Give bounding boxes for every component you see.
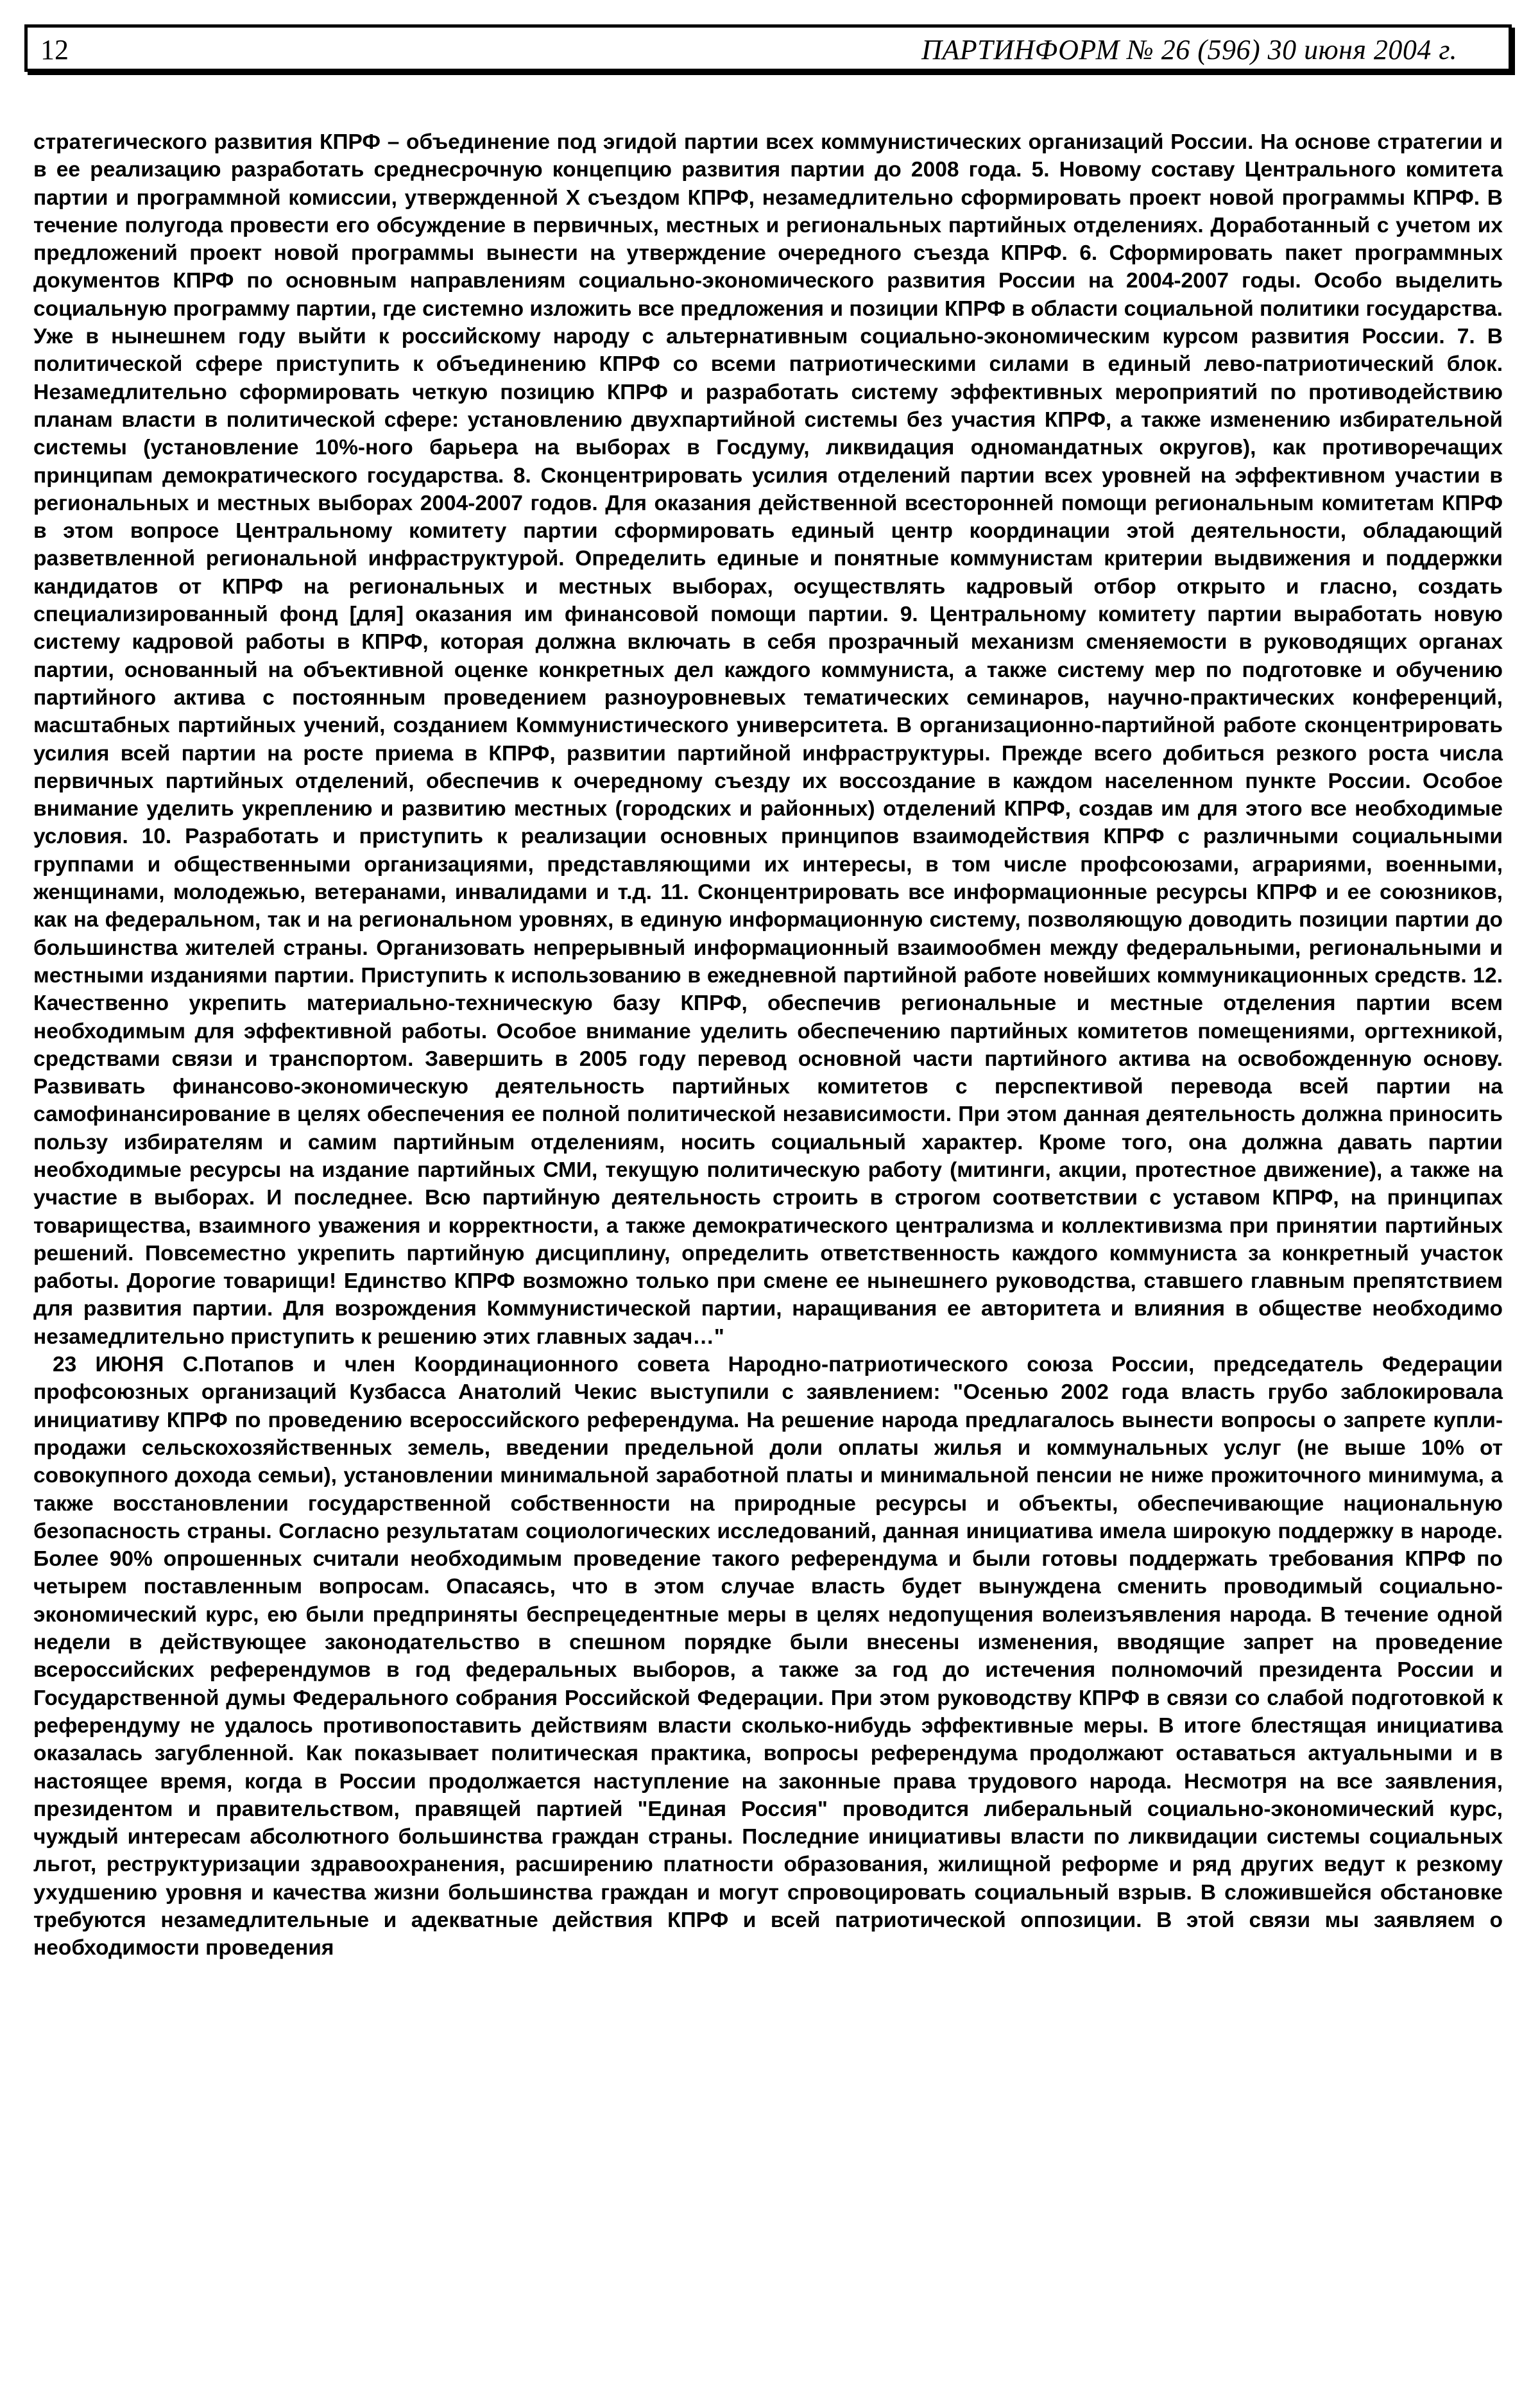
article-paragraph: стратегического развития КПРФ – объединение под эгидой партии всех коммунистических организаций России. На основе стратегии и в ее реализацию разработать среднесрочную концепцию развития партии до 2008 года. 5. Новому составу Центрального комитета партии и программной комиссии, утвержденной X съездом КПРФ, незамедлительно сформировать проект новой программы КПРФ. В течение полугода провести его обсуждение в первичных, местных и региональных партийных отделениях. Доработанный с учетом их предложений проект новой программы вынести на утверждение очередного съезда КПРФ. 6. Сформировать пакет программных документов КПРФ по основным направлениям социально-экономического развития России на 2004-2007 годы. Особо выделить социальную программу партии, где системно изложить все предложения и позиции КПРФ в области социальной политики государства. Уже в нынешнем году выйти к российскому народу с альтернативным социально-экономическим курсом развития России. 7. В политической сфере приступить к объединению КПРФ со всеми патриотическими силами в единый лево-патриотический блок. Незамедлительно сформировать четкую позицию КПРФ и разработать систему эффективных мероприятий по противодействию планам власти в политической сфере: установлению двухпартийной системы без участия КПРФ, а также изменению избирательной системы (установление 10%-ного барьера на выборах в Госдуму, ликвидация одномандатных округов), как противоречащих принципам демократического государства. 8. Сконцентрировать усилия отделений партии всех уровней на эффективном участии в региональных и местных выборах 2004-2007 годов. Для оказания действенной всесторонней помощи региональным комитетам КПРФ в этом вопросе Центральному комитету партии сформировать единый центр координации этой деятельности, обладающий разветвленной региональной инфраструктурой. Определить единые и понятные коммунистам критерии выдвижения и поддержки кандидатов от КПРФ на региональных и местных выборах, осуществлять кадровый отбор открыто и гласно, создать специализированный фонд [для] оказания им финансовой помощи партии. 9. Центральному комитету партии выработать новую систему кадровой работы в КПРФ, которая должна включать в себя прозрачный механизм сменяемости в руководящих органах партии, основанный на объективной оценке конкретных дел каждого коммуниста, а также систему мер по подготовке и обучению партийного актива с постоянным проведением разноуровневых тематических семинаров, научно-практических конференций, масштабных партийных учений, созданием Коммунистического университета. В организационно-партийной работе сконцентрировать усилия всей партии на росте приема в КПРФ, развитии партийной инфраструктуры. Прежде всего добиться резкого роста числа первичных партийных отделений, обеспечив к очередному съезду их воссоздание в каждом населенном пункте России. Особое внимание уделить укреплению и развитию местных (городских и районных) отделений КПРФ, создав им для этого все необходимые условия. 10. Разработать и приступить к реализации основных принципов взаимодействия КПРФ с различными социальными группами и общественными организациями, представляющими их интересы, в том числе профсоюзами, аграриями, военными, женщинами, молодежью, ветеранами, инвалидами и т.д. 11. Сконцентрировать все информационные ресурсы КПРФ и ее союзников, как на федеральном, так и на региональном уровнях, в единую информационную систему, позволяющую доводить позиции партии до большинства жителей страны. Организовать непрерывный информационный взаимообмен между федеральными, региональными и местными изданиями партии. Приступить к использованию в ежедневной партийной работе новейших коммуникационных средств. 12. Качественно укрепить материально-техническую базу КПРФ, обеспечив региональные и местные отделения партии всем необходимым для эффективной работы. Особое внимание уделить обеспечению партийных комитетов помещениями, оргтехникой, средствами связи и транспортом. Завершить в 2005 году перевод основной части партийного актива на освобожденную основу. Развивать финансово-экономическую деятельность партийных комитетов с перспективой перевода всей партии на самофинансирование в целях обеспечения ее полной политической независимости. При этом данная деятельность должна приносить пользу избирателям и самим партийным отделениям, носить социальный характер. Кроме того, она должна давать партии необходимые ресурсы на издание партийных СМИ, текущую политическую работу (митинги, акции, протестное движение), а также на участие в выборах. И последнее. Всю партийную деятельность строить в строгом соответствии с уставом КПРФ, на принципах товарищества, взаимного уважения и корректности, а также демократического централизма и коллективизма при принятии партийных решений. Повсеместно укрепить партийную дисциплину, определить ответственность каждого коммуниста за конкретный участок работы. Дорогие товарищи! Единство КПРФ возможно только при смене ее нынешнего руководства, ставшего главным препятствием для развития партии. Для возрождения Коммунистической партии, наращивания ее авторитета и влияния в обществе необходимо незамедлительно приступить к решению этих главных задач…"	[33, 130, 1503, 1349]
article-body	[33, 128, 1503, 1962]
article-paragraph: 23 ИЮНЯ С.Потапов и член Координационного совета Народно-патриотического союза России, председатель Федерации профсоюзных организаций Кузбасса Анатолий Чекис выступили с заявлением: "Осенью 2002 года власть грубо заблокировала инициативу КПРФ по проведению всероссийского референдума. На решение народа предлагалось вынести вопросы о запрете купли-продажи сельскохозяйственных земель, введении предельной доли оплаты жилья и коммунальных услуг (не выше 10% от совокупного дохода семьи), установлении минимальной заработной платы и минимальной пенсии не ниже прожиточного минимума, а также восстановлении государственной собственности на природные ресурсы и объекты, обеспечивающие национальную безопасность страны. Согласно результатам социологических исследований, данная инициатива имела широкую поддержку в народе. Более 90% опрошенных считали необходимым проведение такого референдума и были готовы поддержать требования КПРФ по четырем поставленным вопросам. Опасаясь, что в этом случае власть будет вынуждена сменить проводимый социально-экономический курс, ею были предприняты беспрецедентные меры в целях недопущения волеизъявления народа. В течение одной недели в действующее законодательство в спешном порядке были внесены изменения, вводящие запрет на проведение всероссийских референдумов в год федеральных выборов, а также за год до истечения полномочий президента России и Государственной думы Федерального собрания Российской Федерации. При этом руководству КПРФ в связи со слабой подготовкой к референдуму не удалось противопоставить действиям власти сколько-нибудь эффективные меры. В итоге блестящая инициатива оказалась загубленной. Как показывает политическая практика, вопросы референдума продолжают оставаться актуальными и в настоящее время, когда в России продолжается наступление на законные права трудового народа. Несмотря на все заявления, президентом и правительством, правящей партией "Единая Россия" проводится либеральный социально-экономический курс, чуждый интересам абсолютного большинства граждан страны. Последние инициативы власти по ликвидации системы социальных льгот, реструктуризации здравоохранения, расширению платности образования, жилищной реформе и ряд других ведут к резкому ухудшению уровня и качества жизни большинства граждан и могут спровоцировать социальный взрыв. В сложившейся обстановке требуются незамедлительные и адекватные действия КПРФ и всей патриотической оппозиции. В этой связи мы заявляем о необходимости проведения	[33, 1353, 1503, 1960]
page-number: 12	[40, 34, 69, 65]
page-header	[24, 24, 1512, 72]
publication-title: ПАРТИНФОРМ № 26 (596) 30 июня 2004 г.	[921, 34, 1457, 65]
